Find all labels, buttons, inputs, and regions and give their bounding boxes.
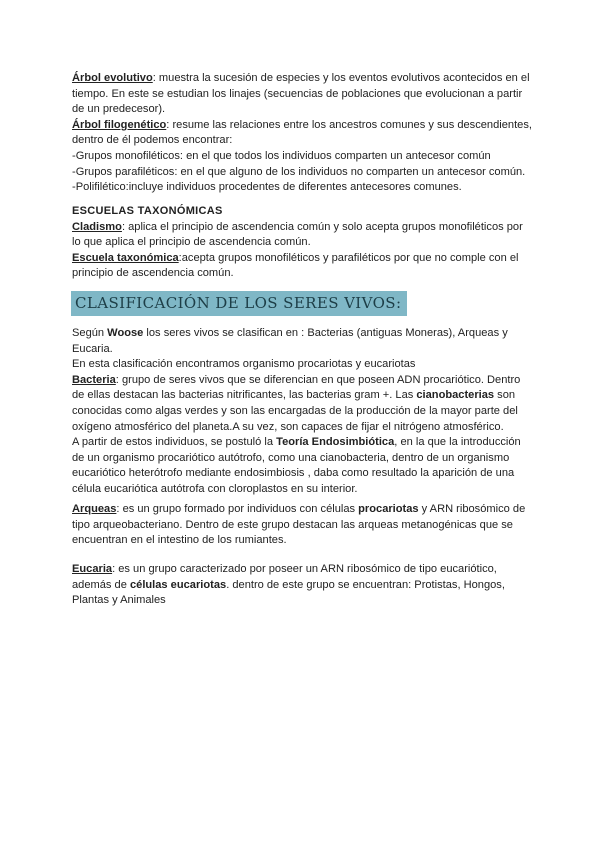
term-arbol-evolutivo: Árbol evolutivo: [72, 72, 153, 84]
paragraph-bacteria: [72, 373, 532, 435]
term-cladismo: Cladismo: [72, 220, 122, 233]
section-arqueas: [72, 502, 532, 549]
paragraph-arqueas: [72, 502, 532, 549]
bacteria-cianobacterias: cianobacterias: [416, 389, 495, 402]
bacteria-text1: : grupo de seres vivos que se diferencian en que poseen ADN procariótico. Dentro de ellas destacan las bacterias nitrificantes, las bacterias gram +. Las: [72, 373, 521, 402]
arqueas-procariotas: procariotas: [358, 503, 419, 515]
definition-arbol-evolutivo: : muestra la sucesión de especies y los eventos evolutivos acontecidos en el tiempo. En este se estudian los linajes (secuencias de poblaciones que evolucionan a partir de un predecesor).: [72, 72, 530, 116]
paragraph-intro: [72, 326, 532, 357]
list-item-parafileticos: -Grupos parafiléticos: en el que alguno de los individuos no comparten un antecesor común.: [72, 165, 526, 178]
eucaria-text2: . dentro de este grupo se encuentran: Protistas, Hongos, Plantas y Animales: [72, 578, 505, 607]
paragraph-arbol-evolutivo: [72, 71, 532, 118]
bacteria-text2: son conocidas como algas verdes y son las encargadas de la producción de la mayor parte del oxígeno atmosférico del planeta.A su vez, son capaces de fijar el nitrógeno atmosférico.: [72, 389, 518, 433]
paragraph-endosimbiotica: [72, 435, 532, 497]
eucaria-celulas-eucariotas: células eucariotas: [129, 578, 227, 591]
heading-escuelas-taxonomicas: ESCUELAS TAXONÓMICAS: [72, 205, 223, 217]
eucaria-text1: : es un grupo caracterizado por poseer un ARN ribosómico de tipo eucariótico, además de: [72, 563, 497, 591]
list-item-polifiletico: -Polifilético:incluye individuos procedentes de diferentes antecesores comunes.: [72, 181, 462, 194]
endosimbiotica-post: , en la que la introducción de un organismo procariótico autótrofo, como una cianobacteria, dentro de un organismo eucariótico heterótrofo mediante endosimbiosis , daba como resultado la aparición de una célula eucariótica autótrofa con cloroplastos en su interior.: [72, 436, 521, 495]
paragraph-escuela-taxonomica: [72, 251, 532, 282]
paragraph-intro-line2: En esta clasificación encontramos organismo procariotas y eucariotas: [72, 358, 416, 371]
definition-cladismo: : aplica el principio de ascendencia común y solo acepta grupos monofiléticos por lo que aplica el principio de ascendencia común.: [72, 220, 523, 249]
section-eucaria: [72, 562, 532, 609]
term-arbol-filogenetico: Árbol filogenético: [72, 118, 167, 131]
definition-escuela-taxonomica: :acepta grupos monofiléticos y parafiléticos por que no comple con el principio de ascendencia común.: [72, 251, 519, 280]
term-bacteria: Bacteria: [72, 373, 116, 386]
paragraph-eucaria: [72, 562, 532, 609]
term-escuela-taxonomica: Escuela taxonómica: [72, 251, 179, 264]
section-clasificacion: [72, 326, 532, 498]
arqueas-text2: y ARN ribosómico de tipo arqueobacteriano. Dentro de este grupo destacan las arqueas metanogénicas que se encuentran en el intestino de los rumiantes.: [72, 503, 526, 547]
intro-pre: Según: [72, 327, 108, 339]
intro-post: los seres vivos se clasifican en : Bacterias (antiguas Moneras), Arqueas y Eucaria.: [72, 327, 508, 355]
section-arboles: [72, 71, 532, 196]
intro-woose: Woose: [107, 327, 144, 339]
paragraph-arbol-filogenetico: [72, 118, 532, 149]
section-escuelas: [72, 204, 532, 282]
term-arqueas: Arqueas: [72, 503, 117, 515]
list-item-monofileticos: -Grupos monofiléticos: en el que todos los individuos comparten un antecesor común: [72, 149, 491, 162]
definition-arbol-filogenetico: : resume las relaciones entre los ancestros comunes y sus descendientes, dentro de él podemos encontrar:: [72, 118, 532, 147]
term-eucaria: Eucaria: [72, 563, 113, 575]
paragraph-cladismo: [72, 220, 532, 251]
endosimbiotica-bold: Teoría Endosimbiótica: [276, 436, 395, 449]
section-title-clasificacion: CLASIFICACIÓN DE LOS SERES VIVOS:: [71, 291, 407, 316]
arqueas-text1: : es un grupo formado por individuos con células: [116, 503, 359, 515]
endosimbiotica-pre: A partir de estos individuos, se postuló la: [72, 436, 277, 449]
